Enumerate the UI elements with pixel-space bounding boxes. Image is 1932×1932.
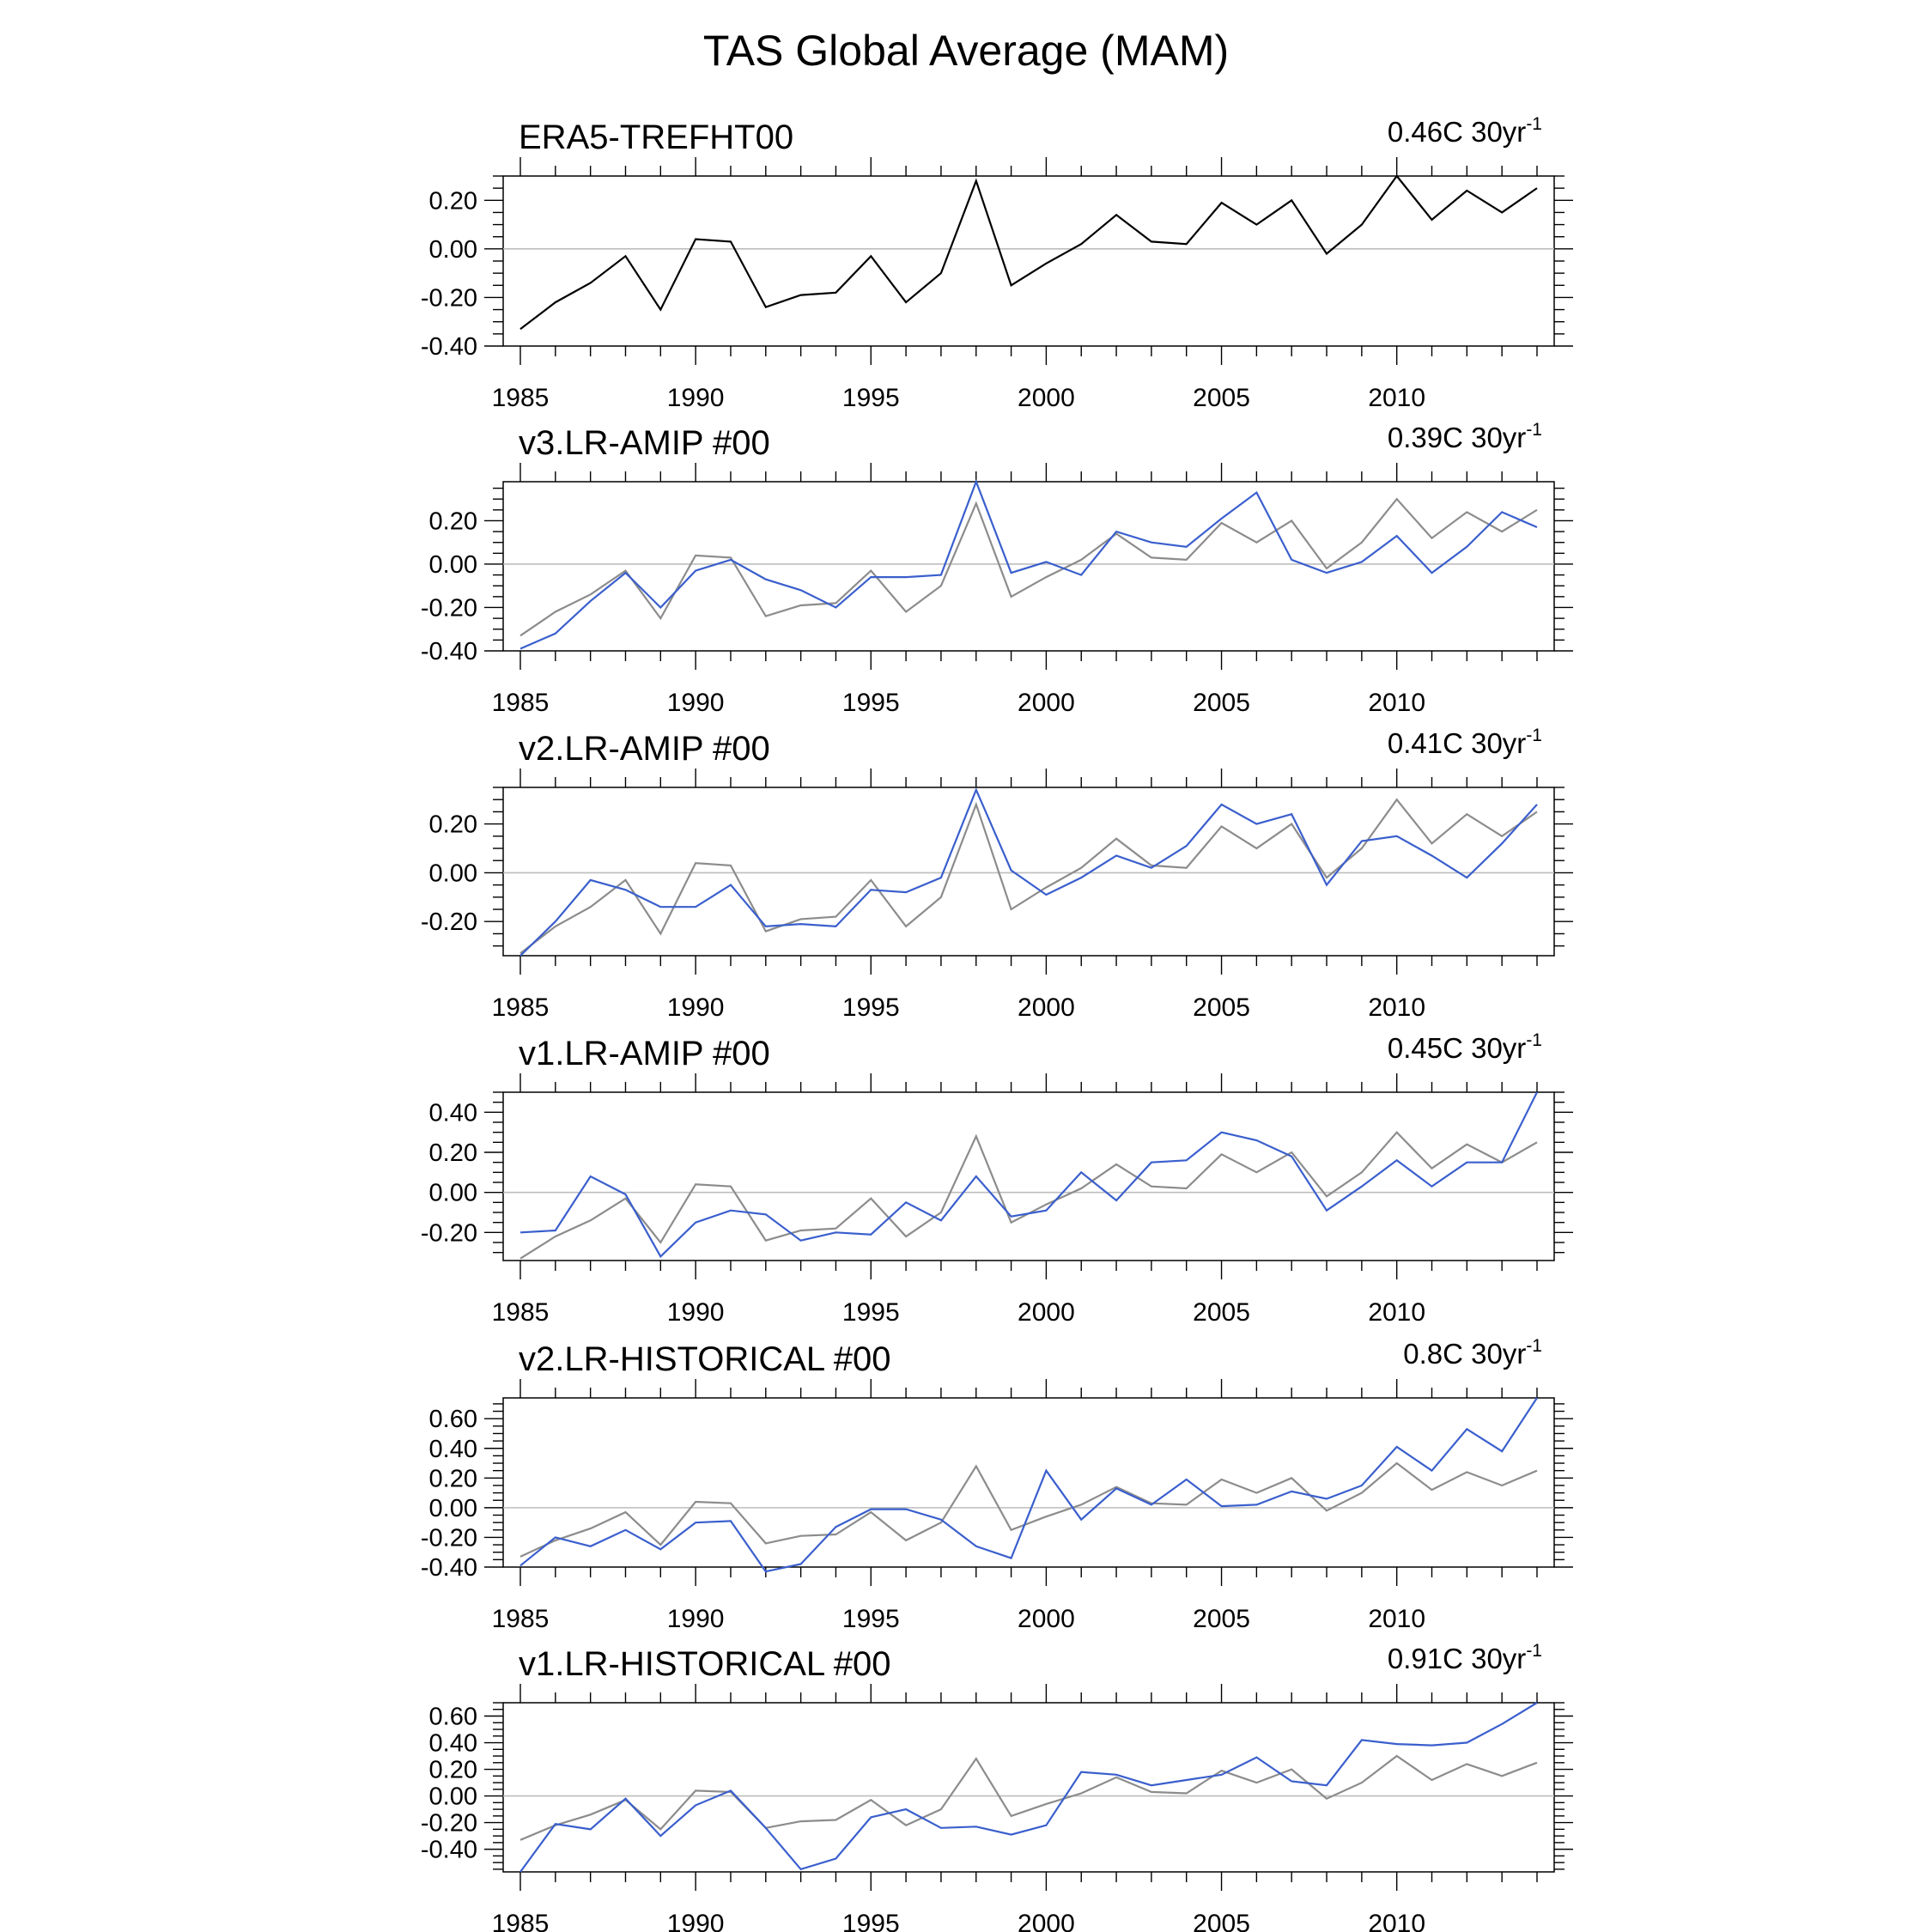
x-tick-label: 2005 (1193, 993, 1250, 1022)
plot-frame (503, 787, 1554, 956)
x-tick-label: 2005 (1193, 384, 1250, 412)
panel-trend: 0.8C $30yr^{-1}$ (1403, 1336, 1542, 1370)
y-tick-label: 0.40 (428, 1099, 477, 1127)
x-tick-label: 1995 (841, 384, 900, 412)
x-tick-label: 1990 (666, 1910, 725, 1932)
x-tick-label: 1995 (841, 1298, 900, 1327)
figure-title: TAS Global Average (MAM) (702, 27, 1230, 75)
x-tick-label: 2000 (1018, 993, 1075, 1022)
x-tick-label: 1995 (841, 1910, 900, 1932)
x-tick-label: 1995 (841, 1605, 900, 1633)
x-tick-label: 1990 (666, 993, 725, 1022)
panel-1 (421, 114, 1573, 412)
y-tick-label: 0.20 (428, 1139, 477, 1167)
plot-frame (503, 1703, 1554, 1872)
plot-frame (503, 1398, 1554, 1567)
panel-3 (421, 726, 1573, 1022)
y-tick-label: 0.60 (428, 1703, 477, 1731)
plot-frame (503, 482, 1554, 651)
y-tick-label: 0.00 (428, 1783, 477, 1811)
panel-6 (421, 1641, 1573, 1932)
y-tick-label: 0.20 (428, 187, 477, 216)
x-tick-label: 2010 (1368, 689, 1426, 717)
panel-trend: 0.39C $30yr^{-1}$ (1387, 420, 1542, 453)
y-tick-label: -0.40 (420, 1554, 477, 1582)
panel-trend: 0.41C $30yr^{-1}$ (1387, 726, 1542, 759)
y-tick-label: -0.20 (420, 1219, 477, 1248)
x-tick-label: 1990 (666, 1605, 725, 1633)
y-tick-label: -0.40 (420, 333, 477, 361)
x-tick-label: 1985 (491, 1605, 550, 1633)
x-tick-label: 2000 (1018, 1910, 1075, 1932)
model-series-line (520, 1398, 1537, 1571)
x-tick-label: 2000 (1018, 384, 1075, 412)
x-tick-label: 2005 (1193, 1910, 1250, 1932)
reference-series-line (520, 1463, 1537, 1557)
x-tick-label: 1995 (841, 993, 900, 1022)
plot-frame (503, 1092, 1554, 1261)
y-tick-label: 0.00 (428, 1494, 477, 1522)
panel-trend: 0.91C $30yr^{-1}$ (1387, 1641, 1542, 1674)
y-tick-label: 0.20 (428, 1756, 477, 1784)
reference-series-line (520, 176, 1537, 329)
y-tick-label: 0.00 (428, 235, 477, 264)
x-tick-label: 1985 (491, 1910, 550, 1932)
y-tick-label: -0.20 (420, 1524, 477, 1552)
panel-trend-exponent: -1 (1526, 114, 1542, 134)
panel-trend: 0.45C $30yr^{-1}$ (1387, 1030, 1542, 1064)
plot-frame (503, 176, 1554, 346)
y-tick-label: 0.20 (428, 811, 477, 839)
x-tick-label: 1990 (666, 689, 725, 717)
y-tick-label: 0.60 (428, 1406, 477, 1434)
x-tick-label: 2010 (1368, 384, 1426, 412)
x-tick-label: 1985 (491, 993, 550, 1022)
reference-series-line (520, 1133, 1537, 1259)
x-tick-label: 1985 (491, 384, 550, 412)
panel-trend-exponent: -1 (1526, 420, 1542, 440)
y-tick-label: 0.00 (428, 860, 477, 888)
x-tick-label: 2005 (1193, 1298, 1250, 1327)
reference-series-line (520, 799, 1537, 953)
y-tick-label: -0.20 (420, 908, 477, 937)
panel-title: ERA5-TREFHT00 (519, 118, 794, 156)
panel-title: v1.LR-HISTORICAL #00 (519, 1645, 891, 1683)
panel-trend-exponent: -1 (1526, 1030, 1542, 1050)
y-tick-label: -0.40 (420, 638, 477, 665)
y-tick-label: -0.20 (420, 594, 477, 623)
y-tick-label: 0.00 (428, 1179, 477, 1207)
x-tick-label: 2010 (1368, 993, 1426, 1022)
x-tick-label: 1985 (491, 1298, 550, 1327)
y-tick-label: 0.20 (428, 1465, 477, 1493)
panel-5 (421, 1336, 1573, 1633)
panel-title: v3.LR-AMIP #00 (519, 424, 770, 462)
x-tick-label: 1995 (841, 689, 900, 717)
y-tick-label: 0.00 (428, 550, 477, 579)
reference-series-line (520, 1756, 1537, 1840)
panel-trend: 0.46C $30yr^{-1}$ (1387, 114, 1542, 148)
x-tick-label: 2000 (1018, 689, 1075, 717)
model-series-line (520, 1703, 1537, 1872)
x-tick-label: 2000 (1018, 1605, 1075, 1633)
x-tick-label: 2000 (1018, 1298, 1075, 1327)
panel-title: v2.LR-HISTORICAL #00 (519, 1340, 891, 1378)
panel-trend-exponent: -1 (1526, 1641, 1542, 1661)
y-tick-label: -0.20 (420, 284, 477, 313)
y-tick-label: -0.40 (420, 1836, 477, 1864)
x-tick-label: 2005 (1193, 1605, 1250, 1633)
panel-title: v2.LR-AMIP #00 (519, 730, 770, 768)
y-tick-label: 0.20 (428, 507, 477, 536)
x-tick-label: 2010 (1368, 1298, 1426, 1327)
model-series-line (520, 482, 1537, 649)
panel-4 (421, 1030, 1573, 1327)
y-tick-label: 0.40 (428, 1435, 477, 1463)
x-tick-label: 2010 (1368, 1910, 1426, 1932)
y-tick-label: 0.40 (428, 1729, 477, 1758)
panel-trend-exponent: -1 (1526, 1336, 1542, 1356)
model-series-line (520, 1092, 1537, 1256)
x-tick-label: 1990 (666, 384, 725, 412)
x-tick-label: 2010 (1368, 1605, 1426, 1633)
panel-trend-exponent: -1 (1526, 726, 1542, 745)
x-tick-label: 1985 (491, 689, 550, 717)
panel-title: v1.LR-AMIP #00 (519, 1035, 770, 1072)
x-tick-label: 1990 (666, 1298, 725, 1327)
x-tick-label: 2005 (1193, 689, 1250, 717)
y-tick-label: -0.20 (420, 1809, 477, 1838)
panel-2 (421, 420, 1573, 717)
